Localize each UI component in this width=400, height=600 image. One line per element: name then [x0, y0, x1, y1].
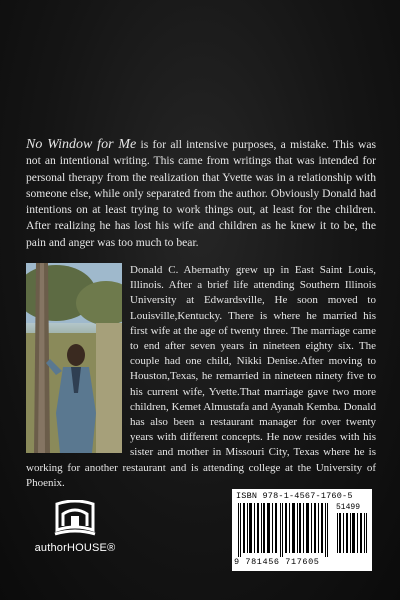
price-barcode-bars — [336, 513, 368, 553]
barcode-bars — [236, 503, 332, 557]
blurb-text: is for all intensive purposes, a mistake. This was not an intentional writing. This came from writings that was intended for personal therapy from the realization that Yvette was in a relationship with someone else, while only separated from the author. Obviously Donald had intentions on at least trying to work things out, at least for the children. After realizing he has lost his wife and children as he knew it to be, the pain and anger was too much to bear. — [26, 138, 377, 249]
author-bio — [26, 263, 376, 491]
isbn-barcode — [232, 489, 372, 571]
publisher-logo — [30, 500, 120, 570]
back-cover-blurb — [26, 137, 376, 251]
ean-digits: 9 781456 717605 — [234, 557, 320, 567]
isbn-label: ISBN 978-1-4567-1760-5 — [236, 491, 353, 501]
bio-text: Donald C. Abernathy grew up in East Saint Louis, Illinois. After a brief life attending Southern Illinois University at Edwardsville, He soon moved to Louisville,Kentucky. There is where he married his first wife at the age of twenty three. The marriage came to end after seven years in nineteen eighty six. The couple had one child, Nikki Denise.After moving to Houston,Texas, he remarried in nineteen ninety five to his current wife, Yvette.That marriage gave two more children, Kemet Almustafa and Ayanah Kemba. Donald has also been a restaurant manager for over twenty years with different concepts. He now resides with his sister and mother in Missouri City, Texas where he is working for another restaurant and is attending college at the University of Phoenix. — [26, 264, 376, 489]
price-code: 51499 — [336, 503, 361, 512]
publisher-name: authorHOUSE® — [34, 542, 116, 554]
author-photo — [26, 263, 122, 453]
book-title: No Window for Me — [26, 137, 137, 152]
authorhouse-logo-icon — [53, 500, 97, 540]
